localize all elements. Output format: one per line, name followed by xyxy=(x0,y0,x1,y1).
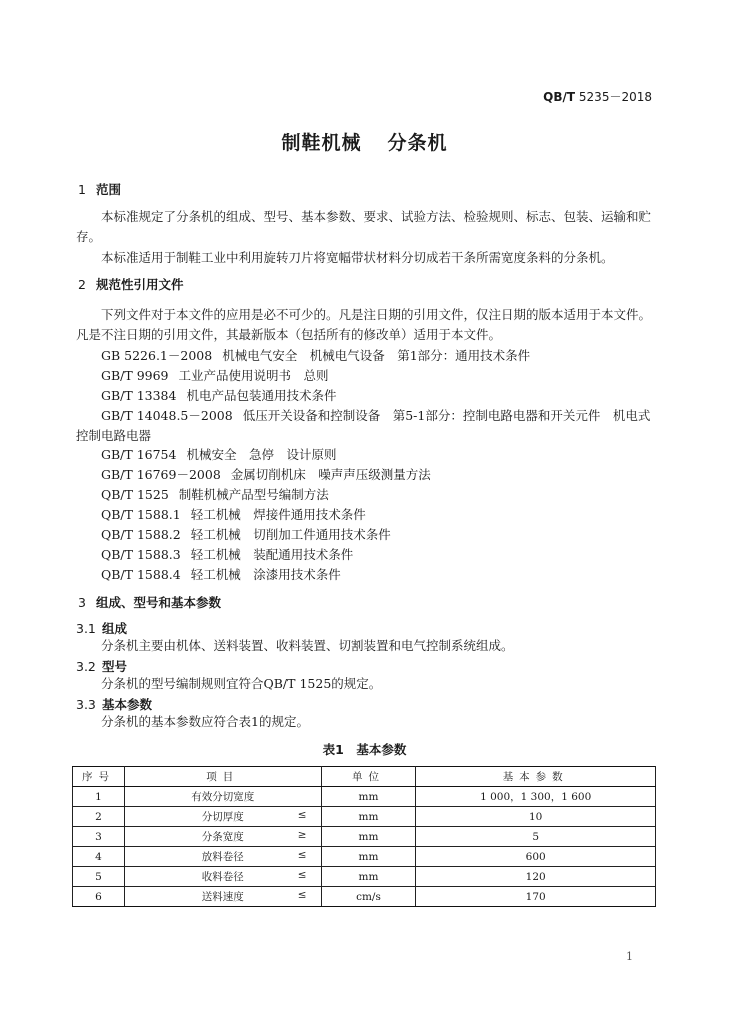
reference-code: GB 5226.1－2008 xyxy=(101,348,213,363)
table-header-row xyxy=(73,767,656,787)
model-text: 分条机的型号编制规则宜符合QB/T 1525的规定。 xyxy=(101,676,382,691)
cell-item xyxy=(124,827,321,847)
reference-code: GB/T 16769－2008 xyxy=(101,467,221,482)
cell-no: 3 xyxy=(73,827,125,847)
reference-item xyxy=(101,346,530,364)
reference-code: GB/T 13384 xyxy=(101,388,177,403)
subsection-3-3-heading xyxy=(76,695,152,713)
reference-item xyxy=(101,525,391,543)
cell-item xyxy=(124,787,321,807)
cell-unit: cm/s xyxy=(321,887,416,907)
table-row xyxy=(73,867,656,887)
item-symbol: ≤ xyxy=(297,889,307,901)
item-label: 分条宽度 xyxy=(201,831,244,843)
table-row xyxy=(73,887,656,907)
section-2-heading xyxy=(78,275,184,293)
cell-value: 5 xyxy=(416,827,656,847)
subsection-number: 3.1 xyxy=(76,621,96,636)
subsection-title: 型号 xyxy=(102,659,128,674)
section-number: 1 xyxy=(78,182,86,197)
table-row xyxy=(73,847,656,867)
reference-item xyxy=(101,445,336,463)
standard-prefix: QB/T xyxy=(543,90,576,104)
item-label: 放料卷径 xyxy=(201,851,244,863)
reference-title: 低压开关设备和控制设备 第5-1部分：控制电路电器和开关元件 机电式控制电路电器 xyxy=(76,408,651,443)
item-label: 有效分切宽度 xyxy=(191,791,255,803)
cell-no: 5 xyxy=(73,867,125,887)
reference-title: 机电产品包装通用技术条件 xyxy=(186,388,337,403)
reference-title: 轻工机械 切削加工件通用技术条件 xyxy=(190,527,391,542)
reference-code: GB/T 14048.5－2008 xyxy=(101,408,233,423)
reference-item xyxy=(101,386,336,404)
item-label: 收料卷径 xyxy=(201,871,244,883)
cell-value: 120 xyxy=(416,867,656,887)
section-3-heading xyxy=(78,593,221,611)
item-symbol: ≤ xyxy=(297,869,307,881)
subsection-3-1-heading xyxy=(76,619,127,637)
cell-no: 6 xyxy=(73,887,125,907)
scope-paragraph-1: 本标准规定了分条机的组成、型号、基本参数、要求、试验方法、检验规则、标志、包装、运输和贮存。 xyxy=(76,209,652,244)
scope-paragraph-2: 本标准适用于制鞋工业中利用旋转刀片将宽幅带状材料分切成若干条所需宽度条料的分条机。 xyxy=(101,250,614,265)
reference-item xyxy=(76,406,656,446)
cell-item xyxy=(124,887,321,907)
header-item: 项目 xyxy=(124,767,321,787)
standard-number xyxy=(543,88,652,105)
cell-item xyxy=(124,847,321,867)
cell-unit: mm xyxy=(321,847,416,867)
cell-value: 600 xyxy=(416,847,656,867)
reference-item xyxy=(101,505,366,523)
reference-title: 轻工机械 焊接件通用技术条件 xyxy=(190,507,366,522)
subsection-title: 组成 xyxy=(102,621,128,636)
table-caption: 表1 基本参数 xyxy=(322,742,407,757)
page-number: 1 xyxy=(626,950,633,963)
item-symbol: ≤ xyxy=(297,809,307,821)
cell-value: 170 xyxy=(416,887,656,907)
cell-unit: mm xyxy=(321,787,416,807)
cell-unit: mm xyxy=(321,807,416,827)
cell-unit: mm xyxy=(321,827,416,847)
cell-value: 1 000，1 300，1 600 xyxy=(416,787,656,807)
standard-suffix: 5235－2018 xyxy=(575,90,652,104)
subsection-title: 基本参数 xyxy=(102,697,153,712)
cell-unit: mm xyxy=(321,867,416,887)
parameters-table xyxy=(72,766,656,907)
title-sub: 分条机 xyxy=(387,132,448,154)
reference-code: GB/T 9969 xyxy=(101,368,169,383)
section-title: 组成、型号和基本参数 xyxy=(96,595,222,610)
table-row xyxy=(73,807,656,827)
reference-title: 轻工机械 装配通用技术条件 xyxy=(190,547,354,562)
item-label: 分切厚度 xyxy=(201,811,244,823)
header-unit: 单位 xyxy=(321,767,416,787)
references-intro: 下列文件对于本文件的应用是必不可少的。凡是注日期的引用文件，仅注日期的版本适用于本文件。凡是不注日期的引用文件，其最新版本（包括所有的修改单）适用于本文件。 xyxy=(76,307,652,342)
parameters-text: 分条机的基本参数应符合表1的规定。 xyxy=(101,714,309,729)
header-value: 基本参数 xyxy=(416,767,656,787)
reference-title: 工业产品使用说明书 总则 xyxy=(178,368,329,383)
section-title: 规范性引用文件 xyxy=(96,277,184,292)
reference-code: GB/T 16754 xyxy=(101,447,177,462)
reference-code: QB/T 1588.3 xyxy=(101,547,181,562)
reference-item xyxy=(101,366,329,384)
cell-no: 2 xyxy=(73,807,125,827)
cell-item xyxy=(124,867,321,887)
reference-item xyxy=(101,545,353,563)
section-number: 3 xyxy=(78,595,86,610)
subsection-number: 3.3 xyxy=(76,697,96,712)
reference-item xyxy=(101,485,329,503)
reference-code: QB/T 1588.4 xyxy=(101,567,181,582)
item-symbol: ≤ xyxy=(297,849,307,861)
title-main: 制鞋机械 xyxy=(281,132,362,154)
cell-value: 10 xyxy=(416,807,656,827)
document-title xyxy=(0,128,729,155)
composition-text: 分条机主要由机体、送料装置、收料装置、切割装置和电气控制系统组成。 xyxy=(101,638,514,653)
reference-title: 制鞋机械产品型号编制方法 xyxy=(178,487,329,502)
section-1-heading xyxy=(78,180,121,198)
item-label: 送料速度 xyxy=(201,891,244,903)
reference-code: QB/T 1525 xyxy=(101,487,169,502)
reference-code: QB/T 1588.1 xyxy=(101,507,181,522)
subsection-number: 3.2 xyxy=(76,659,96,674)
reference-item xyxy=(101,565,341,583)
item-symbol: ≥ xyxy=(297,829,307,841)
cell-no: 1 xyxy=(73,787,125,807)
table-row xyxy=(73,787,656,807)
subsection-3-2-heading xyxy=(76,657,127,675)
reference-code: QB/T 1588.2 xyxy=(101,527,181,542)
section-number: 2 xyxy=(78,277,86,292)
reference-title: 机械安全 急停 设计原则 xyxy=(186,447,337,462)
table-row xyxy=(73,827,656,847)
reference-item xyxy=(101,465,431,483)
cell-no: 4 xyxy=(73,847,125,867)
cell-item xyxy=(124,807,321,827)
header-no: 序号 xyxy=(73,767,125,787)
section-title: 范围 xyxy=(96,182,122,197)
reference-title: 金属切削机床 噪声声压级测量方法 xyxy=(230,467,431,482)
reference-title: 机械电气安全 机械电气设备 第1部分：通用技术条件 xyxy=(222,348,531,363)
reference-title: 轻工机械 涂漆用技术条件 xyxy=(190,567,341,582)
